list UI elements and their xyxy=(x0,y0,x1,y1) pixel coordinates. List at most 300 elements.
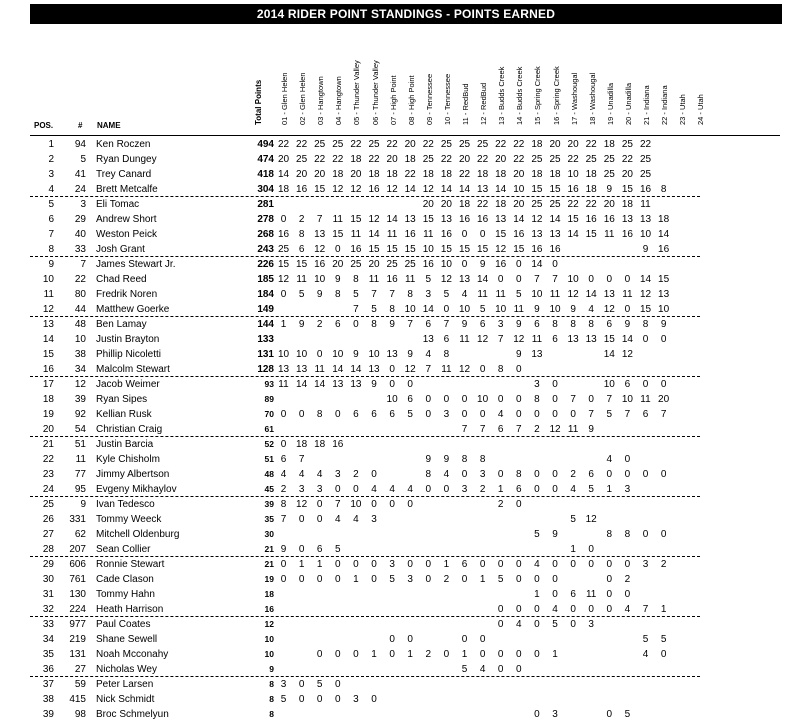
race-points-cell: 4 xyxy=(389,484,395,495)
position-cell: 7 xyxy=(48,229,54,240)
total-points-cell: 52 xyxy=(264,439,274,449)
race-points-cell: 5 xyxy=(516,289,522,300)
race-points-cell: 0 xyxy=(624,454,631,465)
race-points-cell: 16 xyxy=(422,259,434,270)
name-header: NAME xyxy=(97,121,121,130)
total-points-cell: 45 xyxy=(264,484,274,494)
race-points-cell: 22 xyxy=(567,199,579,210)
position-cell: 21 xyxy=(42,439,54,450)
race-points-cell: 11 xyxy=(622,289,633,300)
race-points-cell: 0 xyxy=(552,469,558,480)
rider-name-cell: Brett Metcalfe xyxy=(96,184,158,195)
race-points-cell: 0 xyxy=(335,649,341,660)
rider-number-cell: 62 xyxy=(74,529,86,540)
race-points-cell: 22 xyxy=(513,139,525,150)
race-points-cell: 0 xyxy=(642,334,649,345)
race-points-cell: 20 xyxy=(440,199,452,210)
race-points-cell: 16 xyxy=(567,184,579,195)
race-points-cell: 18 xyxy=(495,169,507,180)
table-row xyxy=(0,167,812,182)
total-points-cell: 9 xyxy=(269,664,274,674)
race-points-cell: 9 xyxy=(371,379,377,390)
position-cell: 34 xyxy=(42,634,54,645)
table-row xyxy=(0,497,812,512)
total-points-cell: 8 xyxy=(269,709,274,719)
position-cell: 20 xyxy=(42,424,54,435)
race-points-cell: 5 xyxy=(479,304,486,315)
race-points-cell: 0 xyxy=(642,529,649,540)
race-points-cell: 16 xyxy=(639,184,652,195)
race-points-cell: 15 xyxy=(513,244,525,255)
position-cell: 35 xyxy=(42,649,54,660)
race-points-cell: 22 xyxy=(621,154,633,165)
rider-name-cell: James Stewart Jr. xyxy=(96,259,176,270)
position-cell: 37 xyxy=(42,679,54,690)
rider-number-cell: 977 xyxy=(69,619,86,630)
total-points-cell: 19 xyxy=(264,574,274,584)
table-row xyxy=(0,602,812,617)
position-cell: 29 xyxy=(42,559,54,570)
race-points-cell: 8 xyxy=(479,454,486,465)
race-points-cell: 0 xyxy=(479,649,486,660)
race-points-cell: 6 xyxy=(298,244,305,255)
race-points-cell: 2 xyxy=(660,559,667,570)
race-points-cell: 0 xyxy=(497,664,504,675)
race-points-cell: 12 xyxy=(440,274,452,285)
race-points-cell: 9 xyxy=(280,544,287,555)
race-points-cell: 14 xyxy=(277,169,290,180)
rider-number-cell: 22 xyxy=(74,274,86,285)
race-points-cell: 1 xyxy=(407,649,413,660)
table-row xyxy=(0,362,812,377)
race-points-cell: 0 xyxy=(552,574,558,585)
race-points-cell: 20 xyxy=(314,169,326,180)
race-points-cell: 16 xyxy=(386,274,398,285)
race-points-cell: 2 xyxy=(624,574,631,585)
position-cell: 33 xyxy=(42,619,54,630)
race-points-cell: 4 xyxy=(316,469,323,480)
race-points-cell: 16 xyxy=(314,259,326,270)
race-points-cell: 12 xyxy=(567,289,579,300)
table-row xyxy=(0,392,812,407)
race-points-cell: 14 xyxy=(386,214,398,225)
race-points-cell: 7 xyxy=(497,334,504,345)
race-points-cell: 14 xyxy=(585,289,597,300)
race-points-cell: 7 xyxy=(425,364,432,375)
rider-name-cell: Mitchell Oldenburg xyxy=(96,529,180,540)
race-points-cell: 13 xyxy=(531,229,543,240)
race-points-cell: 25 xyxy=(368,139,380,150)
rider-number-cell: 38 xyxy=(74,349,86,360)
race-points-cell: 0 xyxy=(552,379,558,390)
race-points-cell: 13 xyxy=(658,289,670,300)
table-row xyxy=(0,152,812,167)
race-points-cell: 18 xyxy=(368,169,380,180)
race-points-cell: 0 xyxy=(425,559,432,570)
race-points-cell: 25 xyxy=(603,154,615,165)
rider-number-cell: 3 xyxy=(80,199,86,210)
race-points-cell: 1 xyxy=(371,649,377,660)
race-points-cell: 18 xyxy=(422,169,434,180)
race-points-cell: 0 xyxy=(425,484,432,495)
rider-number-cell: 27 xyxy=(74,664,86,675)
race-points-cell: 0 xyxy=(353,559,359,570)
race-points-cell: 14 xyxy=(368,229,380,240)
table-row xyxy=(0,467,812,482)
race-points-cell: 13 xyxy=(332,379,344,390)
race-points-cell: 0 xyxy=(316,349,323,360)
race-points-cell: 5 xyxy=(443,289,450,300)
race-points-cell: 0 xyxy=(335,559,341,570)
rider-name-cell: Heath Harrison xyxy=(96,604,164,615)
race-points-cell: 20 xyxy=(603,199,615,210)
race-points-cell: 0 xyxy=(298,694,305,705)
rider-number-cell: 10 xyxy=(74,334,86,345)
rider-number-cell: 219 xyxy=(69,634,86,645)
rider-number-cell: 40 xyxy=(74,229,86,240)
race-points-cell: 3 xyxy=(425,289,432,300)
race-points-cell: 6 xyxy=(461,559,468,570)
race-points-cell: 6 xyxy=(552,334,558,345)
rider-name-cell: Christian Craig xyxy=(96,424,163,435)
total-points-cell: 10 xyxy=(264,634,274,644)
race-points-cell: 5 xyxy=(407,409,413,420)
race-points-cell: 7 xyxy=(552,274,558,285)
race-points-cell: 2 xyxy=(425,649,432,660)
race-points-cell: 8 xyxy=(588,319,594,330)
position-cell: 3 xyxy=(48,169,54,180)
race-points-cell: 12 xyxy=(422,184,434,195)
total-points-cell: 21 xyxy=(264,559,274,569)
race-points-cell: 20 xyxy=(350,169,362,180)
table-row xyxy=(0,512,812,527)
race-points-cell: 6 xyxy=(642,409,649,420)
race-points-cell: 18 xyxy=(332,169,344,180)
race-points-cell: 10 xyxy=(458,304,471,315)
race-points-cell: 13 xyxy=(549,229,561,240)
race-points-cell: 3 xyxy=(642,559,649,570)
position-cell: 38 xyxy=(42,694,54,705)
race-points-cell: 13 xyxy=(440,214,452,225)
rider-name-cell: Kellian Rusk xyxy=(96,409,152,420)
race-points-cell: 25 xyxy=(458,139,471,150)
race-points-cell: 16 xyxy=(658,244,670,255)
race-points-cell: 10 xyxy=(621,394,633,405)
race-points-cell: 0 xyxy=(316,574,323,585)
rider-name-cell: Matthew Goerke xyxy=(96,304,170,315)
race-points-cell: 4 xyxy=(280,469,287,480)
race-points-cell: 13 xyxy=(495,214,507,225)
race-points-cell: 8 xyxy=(407,289,413,300)
race-points-cell: 13 xyxy=(585,334,597,345)
total-points-cell: 10 xyxy=(264,649,274,659)
race-points-cell: 0 xyxy=(298,679,305,690)
rider-number-cell: 80 xyxy=(74,289,86,300)
table-row xyxy=(0,347,812,362)
race-points-cell: 4 xyxy=(425,349,432,360)
position-cell: 30 xyxy=(42,574,54,585)
race-points-cell: 0 xyxy=(516,574,522,585)
rider-name-cell: Malcolm Stewart xyxy=(96,364,170,375)
race-points-cell: 0 xyxy=(552,589,558,600)
rider-number-cell: 98 xyxy=(74,709,86,720)
race-points-cell: 0 xyxy=(516,364,522,375)
race-points-cell: 0 xyxy=(371,574,377,585)
race-points-cell: 22 xyxy=(495,139,507,150)
race-points-cell: 8 xyxy=(298,229,305,240)
race-points-cell: 22 xyxy=(350,139,362,150)
rider-name-cell: Ken Roczen xyxy=(96,139,151,150)
race-points-cell: 0 xyxy=(552,559,558,570)
rider-name-cell: Cade Clason xyxy=(96,574,154,585)
race-points-cell: 16 xyxy=(458,214,471,225)
header-rule xyxy=(30,135,780,136)
rider-name-cell: Tommy Weeck xyxy=(96,514,162,525)
race-points-cell: 4 xyxy=(497,409,504,420)
race-points-cell: 0 xyxy=(353,649,359,660)
race-points-cell: 20 xyxy=(386,154,398,165)
race-points-cell: 11 xyxy=(640,199,651,210)
total-points-cell: 494 xyxy=(257,139,274,150)
rider-name-cell: Peter Larsen xyxy=(96,679,154,690)
race-points-cell: 7 xyxy=(353,304,359,315)
race-points-cell: 5 xyxy=(606,409,613,420)
race-points-cell: 11 xyxy=(441,364,452,375)
race-points-cell: 6 xyxy=(570,589,576,600)
total-points-cell: 8 xyxy=(269,694,274,704)
race-points-cell: 0 xyxy=(606,559,613,570)
race-points-cell: 0 xyxy=(479,559,486,570)
race-points-cell: 15 xyxy=(495,229,507,240)
race-points-cell: 20 xyxy=(368,259,380,270)
race-points-cell: 1 xyxy=(570,544,576,555)
position-cell: 5 xyxy=(48,199,54,210)
race-points-cell: 14 xyxy=(422,304,434,315)
position-cell: 18 xyxy=(42,394,54,405)
race-points-cell: 0 xyxy=(497,469,504,480)
race-points-cell: 22 xyxy=(458,169,471,180)
race-points-cell: 13 xyxy=(350,379,362,390)
race-points-cell: 2 xyxy=(443,574,450,585)
race-points-cell: 2 xyxy=(298,214,305,225)
rider-number-cell: 39 xyxy=(74,394,86,405)
race-points-cell: 18 xyxy=(621,199,633,210)
total-points-cell: 304 xyxy=(257,184,274,195)
race-points-cell: 20 xyxy=(422,199,434,210)
race-points-cell: 0 xyxy=(606,709,613,720)
race-points-cell: 16 xyxy=(603,214,615,225)
race-points-cell: 18 xyxy=(314,439,326,450)
race-points-cell: 15 xyxy=(440,244,452,255)
table-row xyxy=(0,332,812,347)
race-points-cell: 9 xyxy=(606,184,613,195)
total-points-cell: 184 xyxy=(257,289,274,300)
race-points-cell: 3 xyxy=(298,484,305,495)
race-points-cell: 0 xyxy=(389,634,395,645)
race-points-cell: 22 xyxy=(440,154,452,165)
race-points-cell: 25 xyxy=(350,259,362,270)
race-points-cell: 0 xyxy=(497,604,504,615)
position-cell: 4 xyxy=(48,184,54,195)
race-points-cell: 20 xyxy=(277,154,290,165)
rider-name-cell: Justin Brayton xyxy=(96,334,160,345)
race-points-cell: 18 xyxy=(296,439,308,450)
rider-number-cell: 24 xyxy=(74,184,86,195)
race-points-cell: 8 xyxy=(606,529,613,540)
rider-number-cell: 54 xyxy=(74,424,86,435)
race-points-cell: 14 xyxy=(495,184,507,195)
race-points-cell: 11 xyxy=(423,229,434,240)
race-points-cell: 10 xyxy=(368,349,380,360)
race-points-cell: 5 xyxy=(461,664,468,675)
race-points-cell: 4 xyxy=(461,289,468,300)
rider-name-cell: Kyle Chisholm xyxy=(96,454,160,465)
total-points-cell: 226 xyxy=(257,259,274,270)
rider-number-cell: 11 xyxy=(75,454,86,465)
race-points-cell: 14 xyxy=(603,349,615,360)
race-points-cell: 4 xyxy=(407,484,413,495)
rider-number-cell: 131 xyxy=(69,649,86,660)
race-points-cell: 5 xyxy=(298,289,305,300)
race-points-cell: 0 xyxy=(425,574,432,585)
race-points-cell: 11 xyxy=(278,379,289,390)
race-points-cell: 10 xyxy=(440,259,452,270)
race-points-cell: 0 xyxy=(316,499,323,510)
race-points-cell: 12 xyxy=(585,514,597,525)
race-points-cell: 7 xyxy=(389,289,395,300)
race-points-cell: 0 xyxy=(588,544,594,555)
race-points-cell: 10 xyxy=(513,184,525,195)
race-points-cell: 0 xyxy=(552,484,558,495)
table-row xyxy=(0,572,812,587)
race-points-cell: 20 xyxy=(513,169,525,180)
race-points-cell: 9 xyxy=(642,244,649,255)
race-points-cell: 8 xyxy=(552,319,558,330)
race-points-cell: 2 xyxy=(497,499,504,510)
race-points-cell: 22 xyxy=(296,139,308,150)
race-points-cell: 0 xyxy=(660,334,667,345)
race-points-cell: 18 xyxy=(440,169,452,180)
race-points-cell: 22 xyxy=(567,154,579,165)
race-points-cell: 20 xyxy=(567,139,579,150)
race-points-cell: 5 xyxy=(624,709,631,720)
race-points-cell: 18 xyxy=(585,184,597,195)
race-points-cell: 3 xyxy=(624,484,631,495)
total-points-cell: 21 xyxy=(264,544,274,554)
race-points-cell: 7 xyxy=(461,424,468,435)
race-points-cell: 0 xyxy=(516,559,522,570)
race-points-cell: 11 xyxy=(477,289,488,300)
race-points-cell: 10 xyxy=(314,274,326,285)
race-points-cell: 7 xyxy=(642,604,649,615)
race-points-cell: 3 xyxy=(588,619,594,630)
race-points-cell: 5 xyxy=(316,679,323,690)
race-points-cell: 7 xyxy=(570,394,576,405)
race-points-cell: 9 xyxy=(516,349,522,360)
race-points-cell: 0 xyxy=(389,499,395,510)
race-points-cell: 11 xyxy=(567,424,579,435)
race-points-cell: 6 xyxy=(497,424,504,435)
race-points-cell: 0 xyxy=(552,394,558,405)
race-points-cell: 14 xyxy=(567,229,579,240)
race-points-cell: 1 xyxy=(443,559,450,570)
race-points-cell: 8 xyxy=(425,469,432,480)
race-points-cell: 0 xyxy=(443,484,450,495)
rider-number-cell: 41 xyxy=(74,169,86,180)
position-cell: 27 xyxy=(42,529,54,540)
race-points-cell: 3 xyxy=(407,574,413,585)
race-points-cell: 12 xyxy=(639,289,652,300)
race-points-cell: 5 xyxy=(425,274,432,285)
race-points-cell: 20 xyxy=(332,259,344,270)
race-points-cell: 0 xyxy=(497,394,504,405)
race-points-cell: 0 xyxy=(570,409,576,420)
position-cell: 36 xyxy=(42,664,54,675)
race-points-cell: 8 xyxy=(389,304,395,315)
rider-number-cell: 94 xyxy=(74,139,86,150)
race-points-cell: 0 xyxy=(516,664,522,675)
rider-number-cell: 5 xyxy=(80,154,86,165)
rider-number-cell: 415 xyxy=(69,694,86,705)
race-points-cell: 2 xyxy=(479,484,486,495)
race-points-cell: 13 xyxy=(567,334,579,345)
race-points-cell: 25 xyxy=(603,169,615,180)
race-points-cell: 25 xyxy=(585,154,597,165)
race-points-cell: 14 xyxy=(531,259,543,270)
rider-name-cell: Justin Barcia xyxy=(96,439,154,450)
race-points-cell: 4 xyxy=(371,484,377,495)
race-points-cell: 14 xyxy=(549,214,561,225)
race-points-cell: 8 xyxy=(534,394,540,405)
race-points-cell: 25 xyxy=(477,139,489,150)
race-points-cell: 0 xyxy=(461,229,468,240)
total-points-cell: 39 xyxy=(264,499,274,509)
position-cell: 32 xyxy=(42,604,54,615)
race-points-cell: 7 xyxy=(371,289,377,300)
race-points-cell: 22 xyxy=(477,154,489,165)
rider-name-cell: Jimmy Albertson xyxy=(96,469,170,480)
race-points-cell: 0 xyxy=(660,469,667,480)
race-points-cell: 3 xyxy=(353,694,359,705)
position-cell: 26 xyxy=(42,514,54,525)
race-points-cell: 9 xyxy=(298,319,305,330)
race-points-cell: 15 xyxy=(603,334,615,345)
rider-name-cell: Sean Collier xyxy=(96,544,151,555)
race-points-cell: 2 xyxy=(534,424,540,435)
race-points-cell: 11 xyxy=(332,214,343,225)
rider-name-cell: Fredrik Noren xyxy=(96,289,158,300)
race-points-cell: 22 xyxy=(477,199,489,210)
race-points-cell: 10 xyxy=(549,304,561,315)
table-row xyxy=(0,527,812,542)
race-points-cell: 0 xyxy=(606,274,613,285)
rider-name-cell: Noah Mcconahy xyxy=(96,649,169,660)
total-points-cell: 70 xyxy=(264,409,274,419)
race-points-cell: 0 xyxy=(280,409,287,420)
race-points-cell: 5 xyxy=(335,544,341,555)
race-points-cell: 0 xyxy=(335,574,341,585)
rider-name-cell: Jacob Weimer xyxy=(96,379,160,390)
race-points-cell: 0 xyxy=(389,364,395,375)
rider-number-cell: 9 xyxy=(80,499,86,510)
race-points-cell: 0 xyxy=(516,649,522,660)
table-row xyxy=(0,407,812,422)
race-points-cell: 0 xyxy=(497,559,504,570)
race-points-cell: 14 xyxy=(350,364,362,375)
race-points-cell: 25 xyxy=(296,154,308,165)
race-points-cell: 8 xyxy=(461,454,468,465)
race-points-cell: 22 xyxy=(404,169,416,180)
